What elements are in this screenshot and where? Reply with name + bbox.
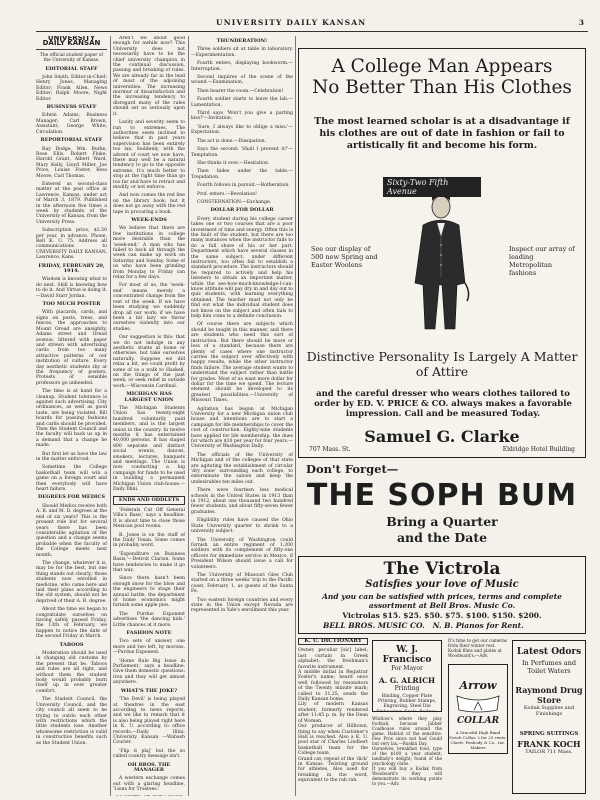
article-paragraph: Our suggestion is this: that we do not indulge in any aesthetic stunts at home or otherwise, but take ourselves naturally. Suppose we did relax a bit, we could profit by some of us a walk to Haskell, on the things of the past week, or seek relief in outside work.—Wisconsin Cardinal. [113, 335, 185, 389]
francisco-name: W. J. Francisco [382, 645, 432, 665]
article-paragraph: 'Expenditure on Business Basis,'—Detroit Clarion. Some have tendencies to make it go that way. [113, 551, 185, 573]
heading-manager: OH BROS. THE MANAGER [127, 761, 171, 773]
raymond-sub: Kodak Supplies and Finishings [523, 705, 575, 717]
column-rule [295, 36, 296, 796]
section-heading: EDITORIAL STAFF [45, 65, 98, 72]
col3-thunder [191, 47, 293, 205]
article-paragraph: Agitation has begun at Michigan University for a new Michigan union club house and intentions are to start a campaign for life memberships to cover the cost of construction. Eighty-nine students have applied for life membership, the dues for which are $10 per year for four years.—University of Washington Daily. [191, 406, 293, 450]
section-heading: REPORTORIAL STAFF [40, 137, 103, 144]
soph-bring [298, 514, 586, 546]
ad-address: 707 Mass. St. [309, 446, 351, 453]
small-note: If you will buy a Kodak from Woodward's they will demonstrate its working points to you.—Adv. [372, 766, 442, 786]
section-text: The Student Council, the University Council, and the city council all seem to be trying to outdo each other with restrictions which the little students lose. Another wholesome restriction is valid in constructive benefits such as the Student Union. [36, 697, 107, 746]
small-note: Whitlow's where they play football, because Jabber Coalhouse rules around the game. Habitat of the sensitive. Few Pros since not had Gould but very lax.—Ruskin Day. [372, 716, 442, 746]
victrola-pianos: N. B. Pianos for Rent. [432, 621, 524, 630]
ad-woolens-note: See our display of 500 new Spring and Easter Woolens [311, 245, 378, 269]
verse-line: Prof. enters.—Revelation! [197, 191, 257, 197]
article-paragraph: 'Federals Cut Off General Villa's Base,' says a headline. It is about time to close those Mexican pool rooms. [113, 507, 185, 530]
arrow-product: COLLAR [456, 716, 500, 726]
ad-headline-1: A College Man Appears [331, 56, 553, 77]
page-header [36, 18, 588, 32]
ad-francisco-alrich [372, 640, 442, 712]
heading-ends-oddlets: ENDS AND ODDLETS [113, 496, 185, 505]
small-note: Ourselves; breakfast food, type of the $100 a year student; landlady's delight; found of the psychology clubs. [372, 746, 442, 766]
dictionary-entry: Our producer of Hilltown, thing to say when Customer's Hall is reached. Also a K. U. pool star of Charles Lindbert basketball team for the College team. [298, 724, 368, 757]
kodak-note [448, 638, 508, 658]
section-text: Wisdom is knowing what to do next. Skill is knowing how to do it. And Virtue is doing it.—David Starr Jordan. [36, 277, 107, 299]
ad-address-building: Eldridge Hotel Building [502, 446, 575, 453]
verse-line: Third says 'Won't you give a parting kiss?'—Invitation. [191, 111, 293, 122]
article-paragraph: And now comes the red line on the library book; but it does not go away with the red tape in procuring a book. [113, 193, 185, 215]
small-notes [372, 716, 442, 786]
ad-store-name: Samuel G. Clarke [364, 427, 520, 446]
ad-arrow-collar [448, 664, 508, 754]
section-text: Edwin Adams, Business Manager; Carl Brown, Assistant; George White, Circulation. [36, 113, 107, 135]
arrow-tag: A Graceful High Band Notch Collar, 2 for 25 cents. Cluett, Peabody & Co., Inc. Makers [449, 730, 507, 750]
article-paragraph: Two sets of answer, one more and two left, by morons.—Purdue Exponent. [113, 639, 185, 656]
dictionary-entry: Grand cat; repeat of the 'dick' in Kansas. Twisting ground for athletes, Also used for breaking in the word, equivalent to the rah rah. [298, 756, 368, 784]
soph-dont-forget: Don't Forget— [306, 462, 399, 476]
col3-dollar [191, 217, 293, 404]
col2-drug [113, 776, 185, 792]
soph-title: THE SOPH BUM [306, 478, 578, 513]
verse-line: The act is done.—Dissipation. [197, 138, 267, 144]
verse-line: CONSTERNATION.—Exchange. [197, 199, 272, 205]
dictionary-entry: A middle initial in Registrar Foster's name; heard once well followed by resonators of the Twenty minute mark; called to 31.25, sends the Daily Kansan home. [298, 670, 368, 703]
article-paragraph: Every student during his college career takes one or two courses that are a poor investment of time and energy. Often this is the fault of the student, but there are too many instances when the instructor fails to do a full share of his or her part. Department which have several classes in the same subject, under different instructors, too often fail to establish a standard procedure. The instructors should be required to actively and help his listeners to obtain an important matter, while the see-how-much-knowledge-I-can-know attitude will pay dry in and day out to quiz students, with learning everything obtained. The teacher must not only be find out what the individual student does not know on the subject and often fails to help him come to a definite conclusion. [191, 216, 293, 320]
section-text: Entered as second-class matter at the post office at Lawrence, Kansas, under act of March 3, 1879. Published in the afternoon five times a week by students of the University of Kansas, from the University Press. [36, 181, 107, 225]
col2-union [113, 406, 185, 493]
section-heading: FRIDAY, FEBRUARY 20, 1914. [38, 262, 105, 275]
section-heading: TABOOS [59, 641, 84, 648]
ad-subtext: The most learned scholar is at a disadvantage if his clothes are out of date in fashion or fail to artistically fit and become his form. [314, 116, 570, 151]
article-paragraph: The University of Washington could furnish an entire regiment of 1,200 soldiers with its complement of fifty-one officers for immediate service in Mexico, if President Wilson should issue a call for volunteers. [191, 537, 293, 570]
ad-latest-odors [512, 640, 586, 794]
soph-bring-1: Bring a Quarter [386, 514, 498, 529]
col3-news [191, 407, 293, 614]
article-paragraph: For most of us, the 'week-end' means merely a concentrated change from the rest of the week. If we have been studying we suddenly drop all our work; if we have been a bit lazy we throw ourselves violently into our studies. [113, 283, 185, 332]
article-paragraph: There were fourteen less medical schools in the United States in 1913 than in 1912, about one thousand two hundred fewer students, and about fifty-seven fewer graduates. [191, 488, 293, 515]
victrola-store: BELL BROS. MUSIC CO. [323, 621, 425, 630]
section-heading: TOO MUCH POSTER [42, 301, 101, 308]
ku-dictionary-column [298, 638, 368, 798]
heading-whats-the-joke: WHAT'S THE JOKE? [120, 687, 178, 694]
verse-line: Then hearer the room.—Celebration! [197, 88, 284, 94]
article-paragraph: The Purdue Exponent advertises 'the dancing kids.' Little chances at it more. [113, 611, 185, 628]
section-text: Subscription price, $2.50 per year, in advance. Phone, Bell K. U. 75. Address all communications to UNIVERSITY DAILY KANSAN, Lawrence, Kans. [36, 228, 107, 261]
article-paragraph: 'Flip it plaj' but the so called country message isn't. [113, 748, 185, 760]
ku-dictionary-title: K. U. DICTIONARY [298, 638, 368, 645]
heading-dollar: DOLLAR FOR DOLLAR [210, 207, 274, 214]
article-paragraph: Eligibility rules have caused the Ohio State University quarter to shrink to a university subject. [191, 518, 293, 535]
section-text: With placards, cards, and signs on posts, trees, and fences, the approaches to Mount Oread are unsightly. Adams street and Oread avenue, littered with paper and strewn with advertising cards from too many attractive patterns of our institution of culture. Every day aesthetic students shy at the frequency of posters. Protests of sensible professors go unheeded. [36, 310, 107, 386]
verse-line: She thinks it over.—Hesitation. [197, 160, 270, 166]
soph-bring-2: and the Date [396, 530, 488, 545]
col2-fashion [113, 639, 185, 685]
victrola-satisfied: And you can be satisfied with prices, terms and complete assortment at Bell Bros. Music Co. [322, 592, 562, 610]
section-heading: BUSINESS STAFF [46, 104, 97, 111]
raymond-drug: Raymond Drug Store [515, 685, 583, 705]
verse-line: Three soldiers sit at table in laboratory.—Experimentation. [191, 47, 293, 58]
page-header-title: UNIVERSITY DAILY KANSAN [216, 18, 367, 27]
article-paragraph: Since there hasn't been enough snow for the blow and the engineers to stage their annual battle, the department of home economics might furnish some apple pies. [113, 576, 185, 609]
section-text: The time is at hand for a cleanup. Student tolerance is against such advertising. City ordinances, as well as good taste, are being violated. Bill boards for passing fashions and cards should be provided. Then the Student Council and the faculty will back us up in a demand that a change be made. [36, 389, 107, 449]
article-paragraph: The Michigan Students Union has twenty-eight hundred voluntarily paid members, and is the largest union in the country. In twelve months it has entertained 40,000 persons. It has staged 800 separate and distinct social events, dances, smokers, lectures, banquets and meetings. The Union is now conducting a big campaign for funds to be used in building a permanent Michigan Union club-house.—Daily Illini. [113, 406, 185, 493]
verse-line: Second inquires of the scene of the wound.—Examination. [191, 75, 293, 86]
ad-distinctive: Distinctive Personality Is Largely A Matter of Attire [306, 349, 578, 379]
ad-headline-2: No Better Than His Clothes [312, 77, 572, 98]
column-two [113, 36, 185, 796]
article-paragraph: The University of Missouri Glee Club started on a three weeks' trip to the Pacific coast, February 1, as guests of the Santa Fe. [191, 572, 293, 595]
page-number: 3 [578, 18, 584, 27]
col2-whats [113, 697, 185, 759]
victrola-tagline: Satisfies your love of Music [365, 579, 519, 590]
small-notes-list [372, 716, 442, 786]
alrich-detail: Binding, Copper Plate Printing, Rubber Stamps, Engraving, Steel Die [377, 694, 437, 710]
heading-fashion-note: FASHION NOTE [126, 630, 172, 637]
section-heading: DEGREES FOR MEDICS [38, 494, 105, 501]
arrow-brand: Arrow [459, 679, 497, 692]
dictionary-entry: Lily of modern Kansas student; formerly rendered after 11:45 p. m. by the Dean of Women. [298, 702, 368, 724]
frank-koch-sub: TAILOR 711 Mass. [525, 749, 573, 755]
col2-weekends [113, 226, 185, 389]
col2-ends [113, 508, 185, 628]
article-paragraph: The officials of the University of Michigan and of the colleges of that state are agitating the establishment of circular 'dry zone' surrounding each college, to exterminate the saloon and keep the undesirables ten miles out. [191, 452, 293, 485]
verse-line: Fourth soldier starts to leave the lab.—Lamentation. [191, 97, 293, 108]
heading-michigan-union: MICHIGAN HAS LARGEST UNION [124, 391, 174, 403]
article-paragraph: B. Jones is on the staff of the Daily Texan. Some comes in probably word. [113, 532, 185, 549]
column-three [191, 36, 293, 796]
section-text: The change, whatever it is, may be for the best, but one thing stands out clearly; those students now enrolled in medicine, who came here and laid their plans according to the old system, should not be deprived of their A. B. degree. [36, 560, 107, 604]
victrola-nb [323, 621, 585, 630]
man-figure-icon [395, 173, 481, 333]
verse-line: Fourth follows in pursuit.—Botheration. [197, 183, 290, 189]
victrola-title: The Victrola [383, 559, 501, 579]
ad-soph-bum [298, 462, 586, 552]
ad-victrola [298, 556, 586, 634]
section-text: Moderation should be used in changing old customs by the present that be. Taboos and rules are all right, and without them the student body would probably burn itself up in ever greater comfort. [36, 651, 107, 694]
article-paragraph: We believe that there are few institutions in college more desirable than the 'week-end.' A man who has failed to back all through the week can make up work on Saturday and Sunday. Some of us who have been grinding from Monday to Friday can relax for a few days. [113, 226, 185, 281]
ad-samuel-clarke [298, 48, 586, 458]
tailored-man-illustration [387, 173, 481, 333]
verse-line: Then hides under the table.—Trepidation. [191, 169, 293, 180]
editorial-sections [36, 67, 107, 746]
masthead-subtitle: The official student paper of the University of Kansas. [39, 52, 104, 64]
article-paragraph: Two eastern foreign countries and every state in the Union except Nevada are represented in Yale's enrollment this year. [191, 597, 293, 614]
section-text: Should Medics receive both A. B. and M. D. degrees at the end of six years? This is the present rule but for several years there has been considerable agitation of the question and a change seems probable when the faculty of the College meets next month. [36, 503, 107, 558]
article-paragraph: Aren't we about good enough for awhile now? This University does not necessarily have to be the chief university champion in the continual discussion, passing and breaking of rules. We are already far in the lead of most of the adjoining universities. The increasing murmur of dissatisfaction and the increasing tendency to disregard many of the rules should set us seriously upon it. [113, 36, 185, 117]
verse-line: Fourth enters, displaying bookworm.—Interruption. [191, 61, 293, 72]
alrich-printing: Printing [394, 685, 420, 692]
alrich-name: A. G. ALRICH [378, 676, 436, 685]
ad-fashions-note: Inspect our array of leading Metropolitan fashions [509, 245, 575, 277]
column-rule [188, 36, 189, 796]
francisco-for: For Mayor [391, 665, 423, 672]
article-paragraph: Laxity and severity seem to run to extremes. The authorities seem inclined to believe that in past years supervision has been entirely too lax. Suddenly, with the advent of court we now have, there may well be a natural tendency to go to the opposite extreme. It's much better to stop at the right time than go too far and have to retract and modify, or not enforce. [113, 120, 185, 190]
price-logo: Sixty-Two Fifth Avenue [383, 177, 481, 197]
latest-sub: In Perfumes and Toilet Waters [521, 659, 577, 675]
column-editorial [36, 36, 107, 796]
article-paragraph: 'Home Rule Big Issue in Parliament,' says a headline. Give them domestic questions: iron and they will get almost anywhere. [113, 658, 185, 686]
article-paragraph: Of course there are subjects which should be taught in this manner, and there are students who need this sort of instruction. But there should be more or less of a standard, because there are plenty of cases where one instructor carries the subject over effectively with happy results, while the other instructor finds failure. The average student wants to understand the subject rather than battle for grades. Most of us want more dollar for dollar for the time we spend. The lecture element should be developed to its greatest possibilities.—University of Missouri Times. [191, 322, 293, 404]
verse-line: 'Sure, I always like to oblige a miss.'—Expectation. [191, 124, 293, 136]
section-text: But first let us have the law in the matter enforced. [36, 451, 107, 463]
section-text: About the time we began to congratulate ourselves on having safely passed Friday, the 13th of February, we happen to notice the date of the second Friday in March. [36, 607, 107, 640]
spring-suitings: SPRING SUITINGS [519, 731, 579, 737]
article-paragraph: A western exchange comes out with a glaring headline, 'Lions for Trustees.' [113, 776, 185, 793]
article-paragraph: 'The Devil' is being played at theatres in the east according to news reports, and we like to remark that it is also being played right here in K. U. according to office records.—Daily Illini. University Kansan —Wabash Courier. [113, 697, 185, 746]
dictionary-entry: Owner, peculiar [sic] label; last curtain in Greek alphabet; the freshman's favorite instrument. [298, 648, 368, 670]
latest-title: Latest Odors [516, 647, 582, 657]
heading-thunderation: THUNDERATION! [216, 38, 268, 44]
ku-dictionary-entries [298, 648, 368, 783]
section-text: Sometime the College basketball team will win a game on a foreign court and then everybody will have heart failure. [36, 465, 107, 493]
section-text: John Smith, Editor-in-Chief; Henry Jones, Managing Editor; Frank Allen, News Editor; Ralph Moore, Night Editor. [36, 75, 107, 102]
ad-careful-dresser: and the careful dresser who wears clothes tailored to order by ED. V. PRICE & CO. always makes a favorable impression. Call and be measured Today. [314, 389, 572, 419]
kodak-note-text: It's time to get our cameras from their winter rest. Kodak films and plates at Woodward's.—Adv. [448, 638, 507, 658]
column-rule [110, 36, 111, 796]
masthead: UNIVERSITY DAILY KANSAN [36, 36, 107, 50]
frank-koch: FRANK KOCH [517, 739, 581, 749]
col2-paragraphs [113, 36, 185, 215]
heading-week-ends: WEEK-ENDS [131, 217, 167, 223]
section-text: Ray Dodge, Wm. Burke, Rose Ellis, Robert Fluke, Harold Grant, Albert Ward, Mary Kelly, Lloyd Miller, Joe Price, Louise Foster, Bess Moore, Carl Thomas. [36, 146, 107, 179]
verse-line: Says the second: 'Shall I prevent it?'—Temptation. [191, 147, 293, 158]
victrola-prices: Victrolas $15. $25. $50. $75. $100. $150. $200. [342, 611, 542, 620]
collar-icon [449, 692, 507, 714]
